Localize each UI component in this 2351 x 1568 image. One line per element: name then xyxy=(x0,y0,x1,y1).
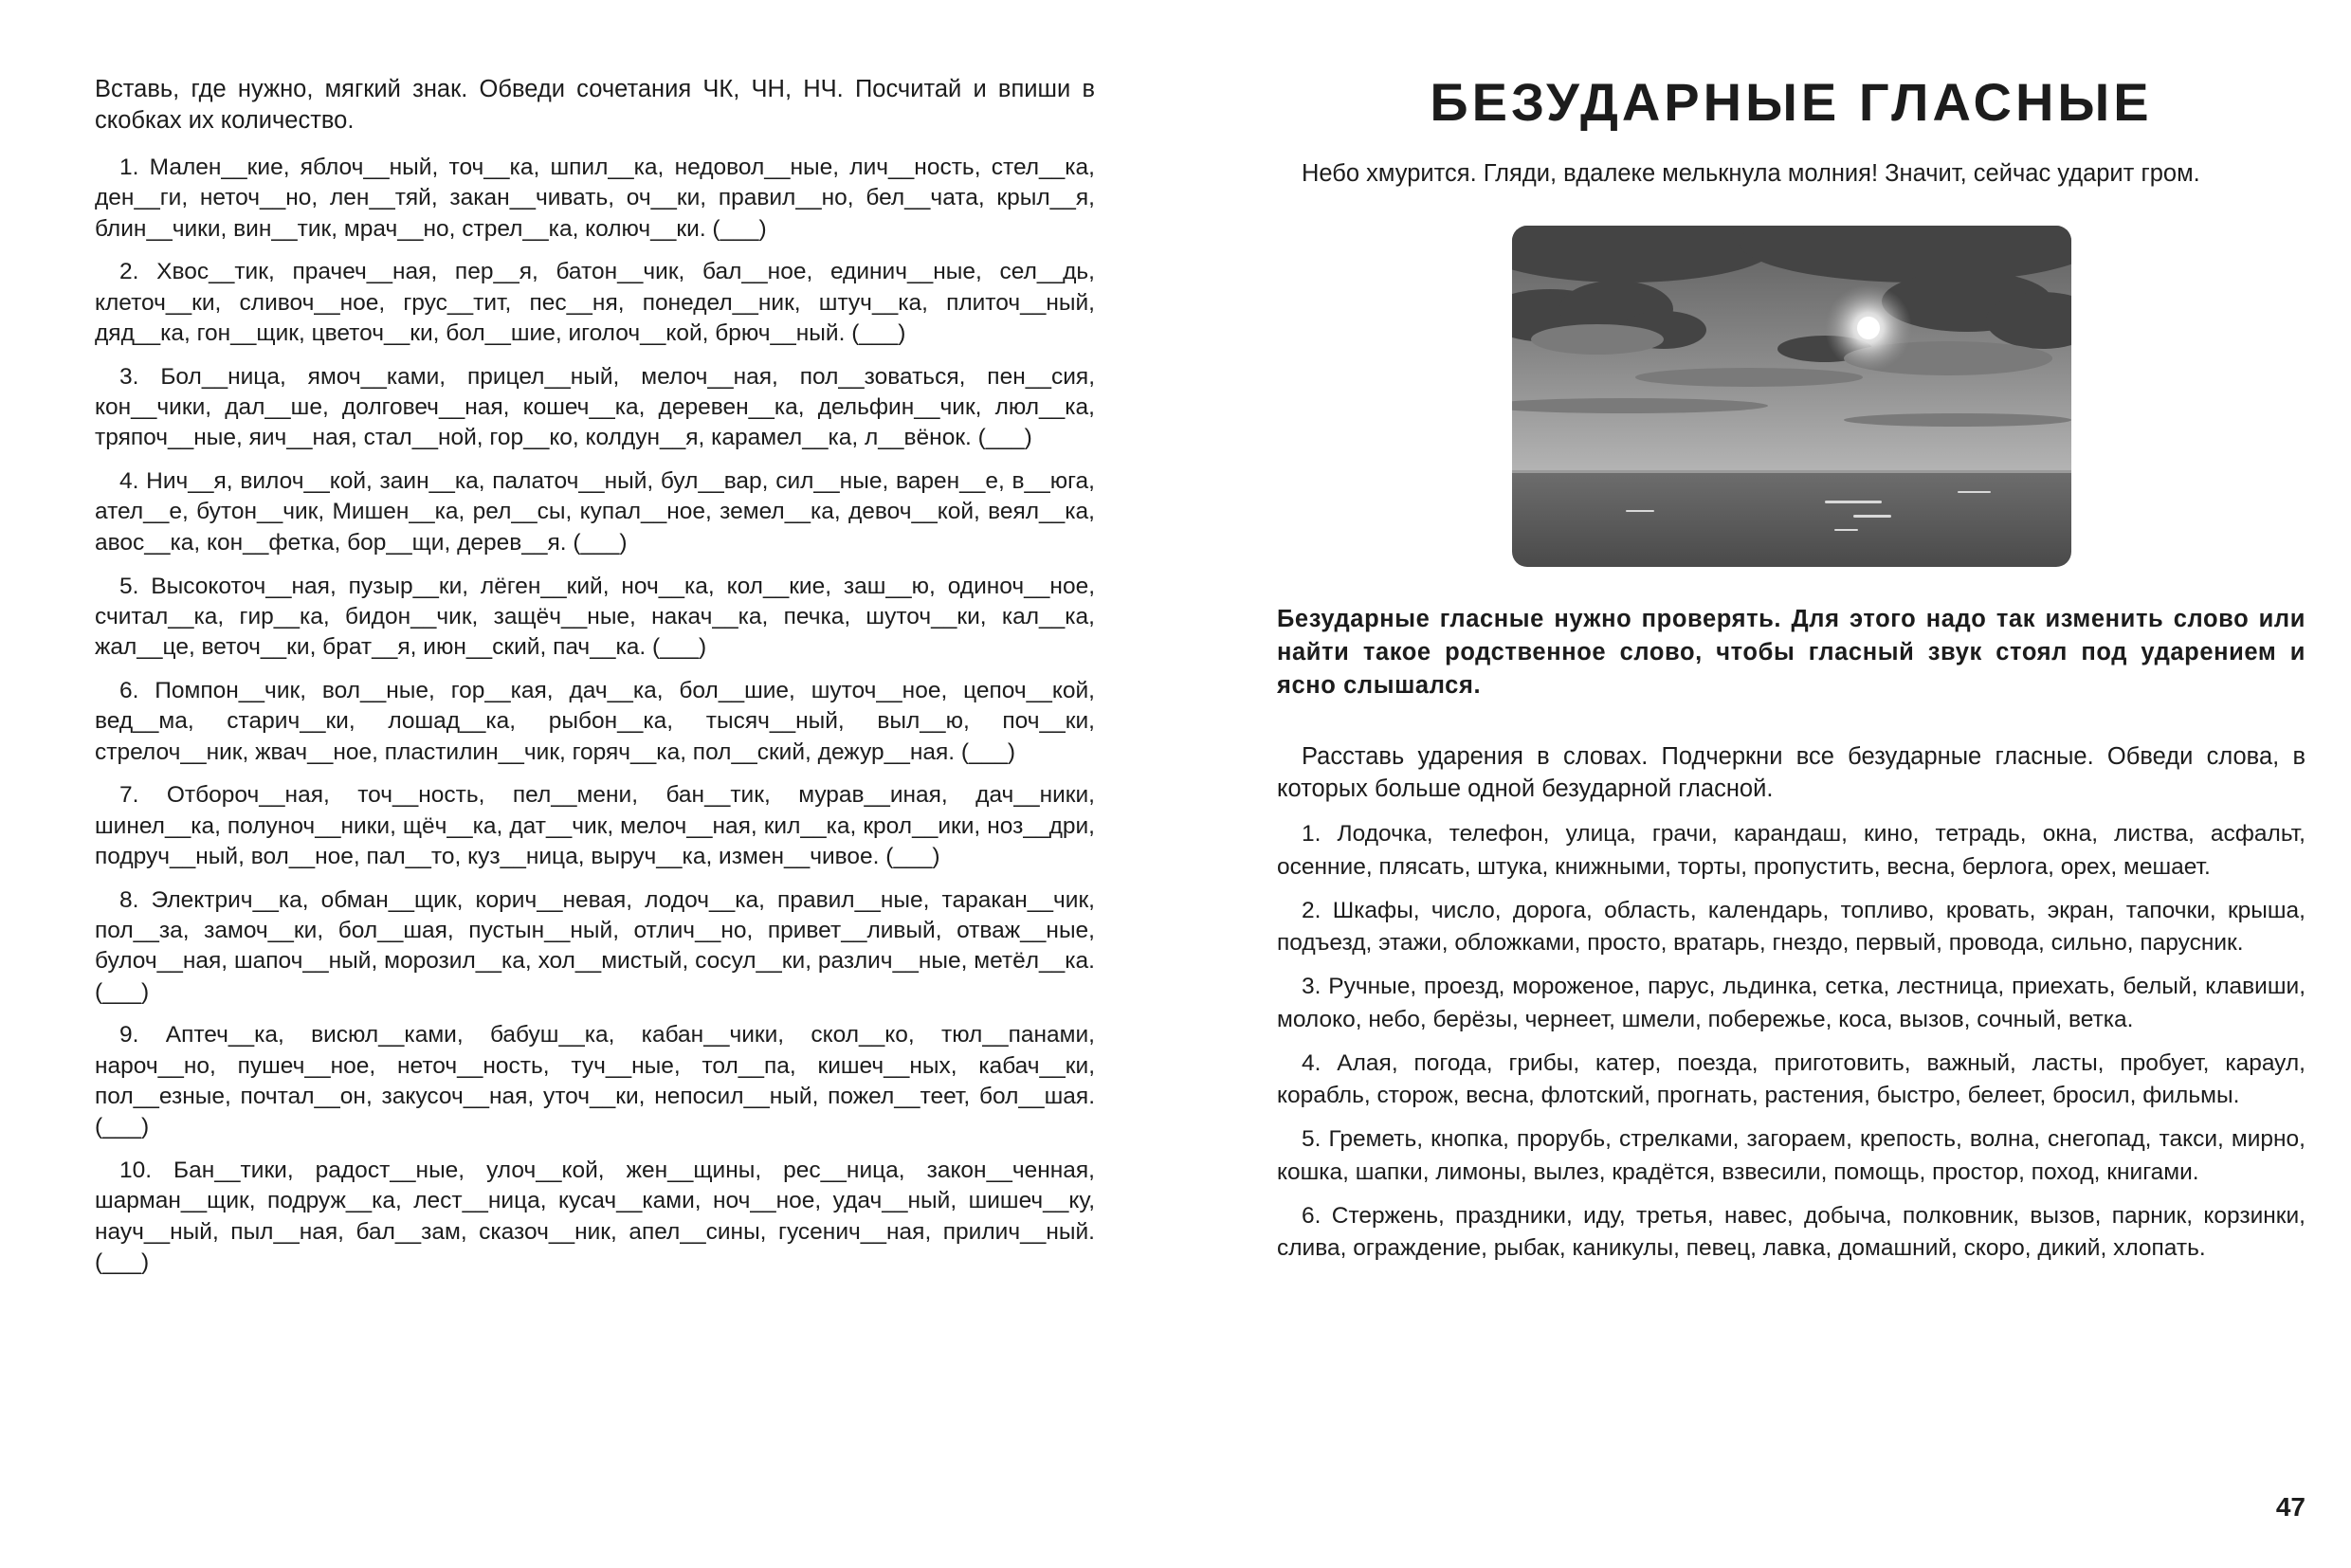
exercise-item: 7. Отбороч__ная, точ__ность, пел__мени, бан__тик, мурав__иная, дач__ники, шинел__ка, полуноч__ники, щёч__ка, дат__чик, мелоч__ная, кил__ка, крол__ики, ноз__дри, подруч__ный, вол__ное, пал__то, куз__ница, выруч__ка, измен__чивое. (___) xyxy=(95,782,1095,869)
intro-text: Небо хмурится. Гляди, вдалеке мелькнула молния! Значит, сейчас ударит гром. xyxy=(1302,160,2200,187)
right-page xyxy=(1176,0,2351,1568)
task-item: 6. Стержень, праздники, иду, третья, навес, добыча, полковник, вызов, парник, корзинки, слива, ограждение, рыбак, каникулы, певец, лавка, домашний, скоро, дикий, хлопать. xyxy=(1277,1202,2305,1261)
exercise-item: 8. Электрич__ка, обман__щик, корич__невая, лодоч__ка, правил__ные, таракан__чик, пол__за, замоч__ки, бол__шая, пустын__ный, отлич__но, привет__ливый, отваж__ные, булоч__ная, шапоч__ный, морозил__ка, хол__мистый, сосул__ки, различ__ные, метёл__ка. (___) xyxy=(95,886,1095,1005)
task-item: 2. Шкафы, число, дорога, область, календарь, топливо, кровать, экран, тапочки, крыша, подъезд, этажи, обложками, просто, вратарь, гнездо, первый, провода, сильно, парусник. xyxy=(1277,897,2305,956)
task-instructions: Расставь ударения в словах. Подчеркни все безударные гласные. Обведи слова, в которых больше одной безударной гласной. xyxy=(1277,743,2305,802)
exercise-item: 1. Мален__кие, яблоч__ный, точ__ка, шпил__ка, недовол__ные, лич__ность, стел__ка, ден__ги, неточ__но, лен__тяй, закан__чивать, оч__ки, правил__но, бел__чата, крыл__я, блин__чики, вин__тик, мрач__но, стрел__ка, колюч__ки. (___) xyxy=(95,155,1095,242)
task-item: 3. Ручные, проезд, мороженое, парус, льдинка, сетка, лестница, приехать, белый, клавиши, молоко, небо, берёзы, чернеет, шмели, побережье, коса, вызов, сочный, ветка. xyxy=(1277,974,2305,1032)
night-sea-illustration xyxy=(1512,226,2071,567)
right-column xyxy=(1277,74,2305,1276)
section-title: БЕЗУДАРНЫЕ ГЛАСНЫЕ xyxy=(1430,72,2153,132)
exercise-item: 6. Помпон__чик, вол__ные, гор__кая, дач__ка, бол__шие, шуточ__ное, цепоч__кой, вед__ма, старич__ки, лошад__ка, рыбон__ка, тысяч__ный, выл__ю, поч__ки, стрелоч__ник, жвач__ное, пластилин__чик, горяч__ка, пол__ский, дежур__ная. (___) xyxy=(95,677,1095,765)
task-item: 1. Лодочка, телефон, улица, грачи, карандаш, кино, тетрадь, окна, листва, асфальт, осенние, плясать, штука, книжными, торты, пропустить, весна, берлога, орех, мешает. xyxy=(1277,821,2305,880)
task-item: 4. Алая, погода, грибы, катер, поезда, приготовить, важный, ласты, пробует, караул, корабль, сторож, весна, флотский, прогнать, растения, быстро, белеет, бросил, фильмы. xyxy=(1277,1049,2305,1108)
exercise-item: 10. Бан__тики, радост__ные, улоч__кой, жен__щины, рес__ница, закон__ченная, шарман__щик, подруж__ка, лест__ница, кусач__ками, ноч__ное, удач__ный, шишеч__ку, науч__ный, пыл__ная, бал__зам, сказоч__ник, апел__сины, гусенич__ная, прилич__ный. (___) xyxy=(95,1158,1095,1275)
task-item: 5. Греметь, кнопка, прорубь, стрелками, загораем, крепость, волна, снегопад, такси, мирно, кошка, шапки, лимоны, вылез, крадётся, взвесили, помощь, простор, поход, книгами. xyxy=(1277,1126,2305,1185)
exercise-item: 2. Хвос__тик, прачеч__ная, пер__я, батон__чик, бал__ное, единич__ные, сел__дь, клеточ__ки, сливоч__ное, грус__тит, пес__ня, понедел__ник, штуч__ка, плиточ__ный, дяд__ка, гон__щик, цветоч__ки, бол__шие, иголоч__кой, брюч__ный. (___) xyxy=(95,259,1095,346)
exercise-item: 5. Высокоточ__ная, пузыр__ки, лёген__кий, ноч__ка, кол__кие, заш__ю, одиноч__ное, считал__ка, гир__ка, бидон__чик, защёч__ные, накач__ка, печка, шуточ__ки, кал__ка, жал__це, веточ__ки, брат__я, июн__ский, пач__ка. (___) xyxy=(95,573,1095,661)
exercise-instructions: Вставь, где нужно, мягкий знак. Обведи сочетания ЧК, ЧН, НЧ. Посчитай и впиши в скобках их количество. xyxy=(95,76,1095,134)
exercise-item: 3. Бол__ница, ямоч__ками, прицел__ный, мелоч__ная, пол__зоваться, пен__сия, кон__чики, дал__ше, долговеч__ная, кошеч__ка, деревен__ка, дельфин__чик, люл__ка, тряпоч__ные, яич__ная, стал__ной, гор__ко, колдун__я, карамел__ка, л__вёнок. (___) xyxy=(95,363,1095,451)
page-number: 47 xyxy=(2275,1492,2305,1522)
exercise-item: 4. Нич__я, вилоч__кой, заин__ка, палаточ__ный, бул__вар, сил__ные, варен__е, в__юга, ател__е, бутон__чик, Мишен__ка, рел__сы, купал__ное, земел__ка, девоч__кой, веял__ка, авос__ка, кон__фетка, бор__щи, дерев__я. (___) xyxy=(95,468,1095,556)
rule-text: Безударные гласные нужно проверять. Для этого надо так изменить слово или найти такое родственное слово, чтобы гласный звук стоял под ударением и ясно слышался. xyxy=(1277,606,2305,699)
exercise-item: 9. Аптеч__ка, висюл__ками, бабуш__ка, кабан__чики, скол__ко, тюл__панами, нароч__но, пушеч__ное, неточ__ность, туч__ные, тол__па, кишеч__ных, кабач__ки, пол__езные, почтал__он, закусоч__ная, уточ__ки, непосил__ный, пожел__теет, бол__шая. (___) xyxy=(95,1022,1095,1140)
left-column xyxy=(95,74,1095,1291)
